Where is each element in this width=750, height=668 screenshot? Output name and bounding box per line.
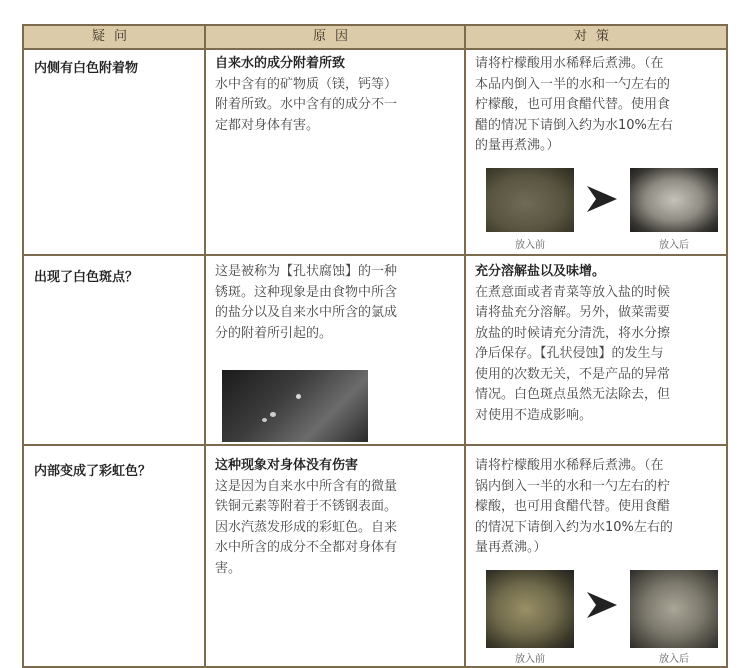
cause-line: 因水汽蒸发形成的彩虹色。自来 <box>215 519 398 535</box>
caption-after: 放入后 <box>659 240 689 251</box>
solution-line: 本品内倒入一半的水和一勺左右的 <box>475 76 671 92</box>
caption-before: 放入前 <box>515 240 545 251</box>
pot-after-photo <box>630 168 718 232</box>
cause-line: 害。 <box>215 560 242 576</box>
solution-line: 的量再煮沸。） <box>475 138 560 153</box>
cause-line: 铁铜元素等附着于不锈钢表面。 <box>215 499 398 514</box>
header-solution: 对策 <box>573 29 618 44</box>
cause-line: 的盐分以及自来水中所含的氯成 <box>215 305 398 320</box>
solution-row3 <box>475 456 725 559</box>
solution-line: 锅内倒入一半的水和一勺左右的柠 <box>475 478 671 494</box>
solution-line: 柠檬酸，也可用食醋代替。使用食 <box>475 97 671 112</box>
caption-before: 放入前 <box>515 654 545 665</box>
question-row2: 出现了白色斑点？ <box>34 270 139 285</box>
cause-title-row1: 自来水的成分附着所致 <box>215 56 346 71</box>
solution-line: 请将盐充分溶解。另外，做菜需要 <box>475 305 671 320</box>
cause-line: 水中所含的成分不全都对身体有 <box>215 540 398 555</box>
faq-table <box>22 24 728 668</box>
row-divider <box>24 444 726 446</box>
solution-line: 对使用不造成影响。 <box>475 407 593 423</box>
solution-line: 净后保存。【孔状侵蚀】的发生与 <box>475 346 664 361</box>
white-spots-photo <box>222 370 368 442</box>
question-row3: 内部变成了彩虹色？ <box>34 464 152 479</box>
solution-line: 使用的次数无关，不是产品的异常 <box>475 366 671 382</box>
solution-line: 在煮意面或者青菜等放入盐的时候 <box>475 284 671 300</box>
solution-line: 情况。白色斑点虽然无法除去，但 <box>475 387 671 402</box>
cause-line: 分的附着所引起的。 <box>215 325 333 341</box>
cause-line: 水中含有的矿物质（镁，钙等） <box>215 76 398 92</box>
cause-line: 定都对身体有害。 <box>215 117 320 133</box>
question-row1: 内侧有白色附着物 <box>34 61 139 76</box>
solution-line: 檬酸，也可用食醋代替。使用食醋 <box>475 499 671 514</box>
caption-after: 放入后 <box>659 654 689 665</box>
solution-line: 醋的情况下请倒入约为水10%左右 <box>475 117 673 133</box>
column-divider <box>204 26 206 668</box>
arrow-icon <box>587 592 617 618</box>
solution-line: 量再煮沸。） <box>475 540 547 555</box>
solution-row2 <box>475 262 725 426</box>
header-cause: 原因 <box>312 29 357 44</box>
cause-line: 附着所致。水中含有的成分不一 <box>215 97 398 112</box>
solution-line: 请将柠檬酸用水稀释后煮沸。（在 <box>475 458 664 473</box>
solution-line: 放盐的时候请充分清洗，将水分擦 <box>475 325 671 341</box>
cause-row2 <box>215 262 460 344</box>
cause-title-row3: 这种现象对身体没有伤害 <box>215 458 359 473</box>
cause-line: 这是被称为【孔状腐蚀】的一种 <box>215 264 398 279</box>
cause-row1 <box>215 54 460 136</box>
cause-line: 这是因为自来水中所含有的微量 <box>215 478 398 494</box>
cause-row3 <box>215 456 460 579</box>
solution-line: 的情况下请倒入约为水10%左右的 <box>475 519 673 535</box>
solution-title-row2: 充分溶解盐以及味增。 <box>475 264 606 279</box>
rainbow-before-photo <box>486 570 574 648</box>
pot-before-photo <box>486 168 574 232</box>
table-header <box>24 26 726 50</box>
column-divider <box>464 26 466 668</box>
row-divider <box>24 254 726 256</box>
header-question: 疑问 <box>91 29 136 44</box>
solution-line: 请将柠檬酸用水稀释后煮沸。（在 <box>475 56 664 71</box>
rainbow-after-photo <box>630 570 718 648</box>
solution-row1 <box>475 54 725 157</box>
arrow-icon <box>587 186 617 212</box>
cause-line: 锈斑。这种现象是由食物中所含 <box>215 284 398 300</box>
